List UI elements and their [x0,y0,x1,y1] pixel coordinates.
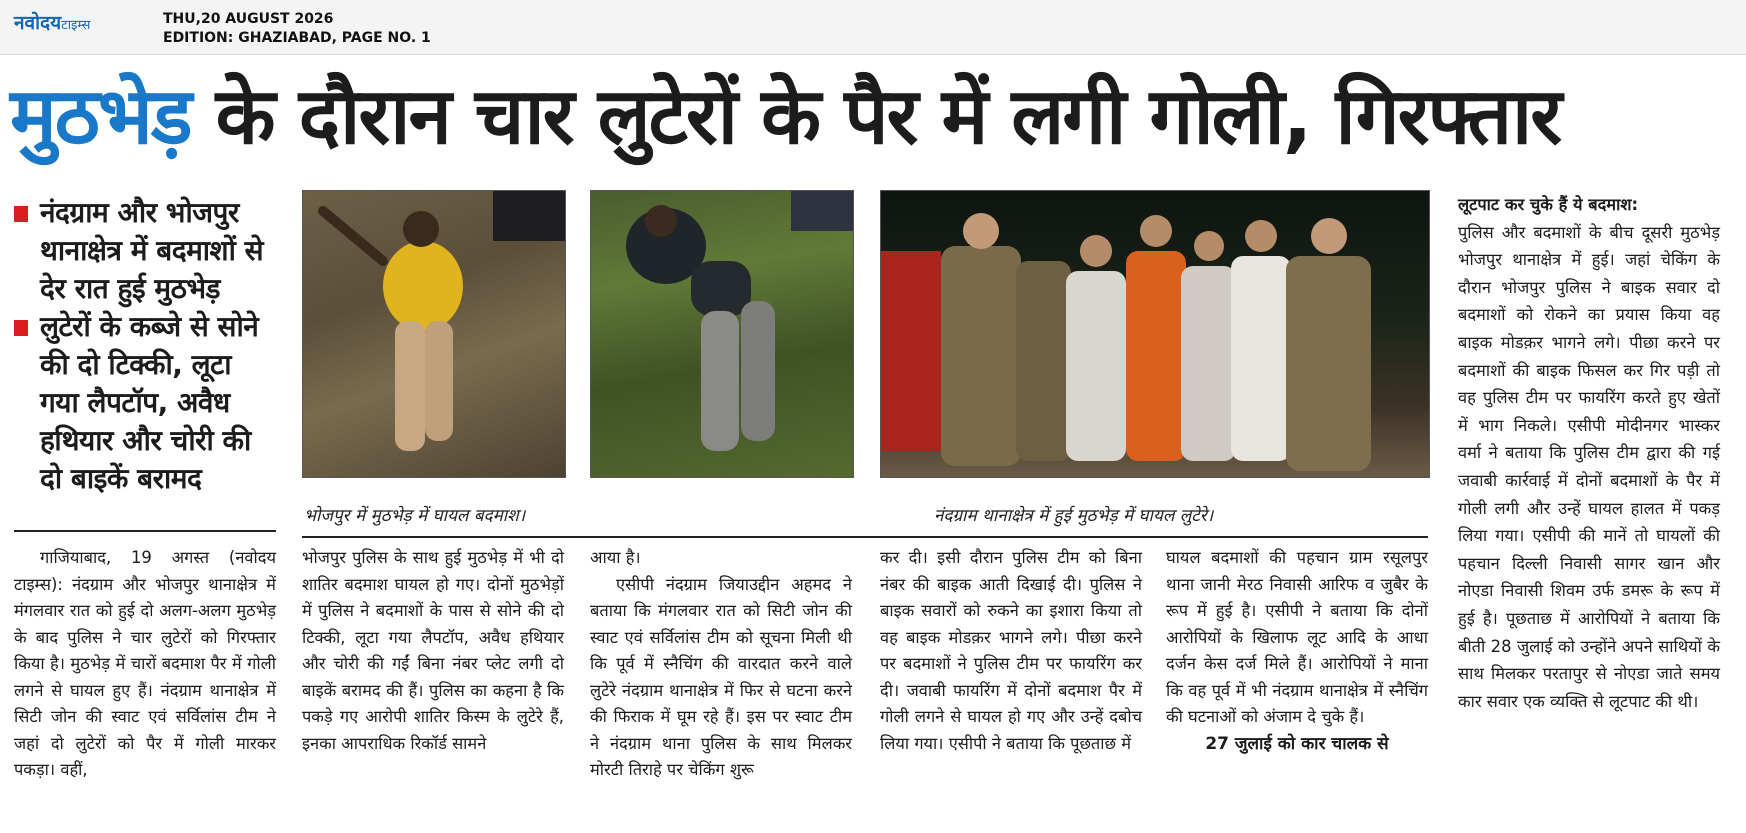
photo-police-with-arrested-criminals [880,190,1430,478]
photo-caption-left: भोजपुर में मुठभेड़ में घायल बदमाश। [304,506,526,526]
article-paragraph: पुलिस और बदमाशों के बीच दूसरी मुठभेड़ भोजपुर थानाक्षेत्र में हुई। जहां चेकिंग के दौरान भोजपुर पुलिस ने बाइक सवार दो बदमाशों को रोकने का प्रयास किया वह बाइक मोडक़र भागने लगे। पीछा करने पर बदमाशों की बाइक फिसल कर गिर पड़ी तो वह पुलिस टीम पर फायरिंग करते हुए खेतों में भाग निकले। एसीपी मोदीनगर भास्कर वर्मा ने बताया कि पुलिस टीम द्वारा की गई जवाबी कार्रवाई में दोनों बदमाशों के पैर में गोली लगी और उन्हें घायल हालत में पकड़ लिया गया। एसीपी की मानें तो घायलों की पहचान दिल्ली निवासी सागर खान और नोएडा निवासी शिवम उर्फ डमरू के रूप में हुई है। पूछताछ में आरोपियों ने बताया कि बीती 28 जुलाई को उन्होंने अपने साथियों के साथ मिलकर परतापुर से नोएडा जाते समय कार सवार एक व्यक्ति से लूटपाट की थी। [1458,222,1720,711]
article-column-2 [302,545,564,757]
article-paragraph: गाजियाबाद, 19 अगस्त (नवोदय टाइम्स): नंदग्राम और भोजपुर थानाक्षेत्र में मंगलवार रात को हुई दो अलग-अलग मुठभेड़ के बाद पुलिस ने चार लुटेरों को गिरफ्तार किया है। मुठभेड़ में चारों बदमाश पैर में गोली लगने से घायल हुए हैं। नंदग्राम थानाक्षेत्र में सिटी जोन की स्वाट एवं सर्विलांस टीम ने जहां दो लुटेरों को पैर में गोली मारकर पकड़ा। वहीं, [14,548,276,779]
article-column-1 [14,545,276,784]
newspaper-logo[interactable] [14,9,90,35]
headline-accent-word: मुठभेड़ [10,72,191,162]
edition-info [163,10,431,48]
highlight-item [14,308,276,498]
logo-suffix-text: टाइम्स [61,18,91,33]
highlight-text: लुटेरों के कब्जे से सोने की दो टिक्की, लूटा गया लैपटॉप, अवैध हथियार और चोरी की दो बाइकें बरामद [40,310,259,495]
highlights-divider [14,530,276,532]
story-highlights [14,194,276,498]
article-subheading: लूटपाट कर चुके हैं ये बदमाश: [1458,195,1639,214]
article-column-3 [590,545,852,784]
edition-page: EDITION: GHAZIABAD, PAGE NO. 1 [163,30,431,46]
article-paragraph: एसीपी नंदग्राम जियाउद्दीन अहमद ने बताया कि मंगलवार रात को सिटी जोन की स्वाट एवं सर्विलांस टीम को सूचना मिली थी कि पूर्व में स्नैचिंग की वारदात करने वाले लुटेरे नंदग्राम थानाक्षेत्र में फिर से घटना करने की फिराक में घूम रहे हैं। इस पर स्वाट टीम ने नंदग्राम थाना पुलिस के साथ मिलकर मोरटी तिराहे पर चेकिंग शुरू [590,574,852,779]
photo-caption-right: नंदग्राम थानाक्षेत्र में हुई मुठभेड़ में घायल लुटेरे। [934,506,1214,526]
article-column-4 [880,545,1142,757]
article-paragraph: कर दी। इसी दौरान पुलिस टीम को बिना नंबर की बाइक आती दिखाई दी। पुलिस ने बाइक सवारों को रुकने का इशारा किया तो वह बाइक मोडक़र भागने लगे। पीछा करने पर बदमाशों ने पुलिस टीम पर फायरिंग कर दी। जवाबी फायरिंग में दोनों बदमाश पैर में गोली लगने से घायल हो गए और उन्हें दबोच लिया गया। एसीपी ने बताया कि पूछताछ में [880,548,1142,753]
article-paragraph: आया है। [590,548,641,567]
red-square-bullet-icon [14,320,28,336]
article-column-5 [1166,545,1428,757]
article-column-6 [1458,191,1720,715]
logo-main-text: नवोदय [14,12,62,34]
article-paragraph: घायल बदमाशों की पहचान ग्राम रसूलपुर थाना जानी मेरठ निवासी आरिफ व जुबैर के रूप में हुई है। एसीपी ने बताया कि दोनों आरोपियों के खिलाफ लूट आदि के आधा दर्जन केस दर्ज मिले हैं। आरोपियों ने माना कि वह पूर्व में भी नंदग्राम थानाक्षेत्र में स्नैचिंग की घटनाओं को अंजाम दे चुके हैं। [1166,548,1428,726]
red-square-bullet-icon [14,206,28,222]
main-headline [10,62,1740,180]
edition-date: THU,20 AUGUST 2026 [163,11,334,27]
photo-injured-criminal-yellow-shirt [302,190,566,478]
highlight-item [14,194,276,308]
article-subheading: 27 जुलाई को कार चालक से [1205,733,1389,754]
photos-divider [302,536,1428,538]
article-paragraph: भोजपुर पुलिस के साथ हुई मुठभेड़ में भी दो शातिर बदमाश घायल हो गए। दोनों मुठभेड़ों में पुलिस ने बदमाशों के पास से सोने की दो टिक्की, लूटा गया लैपटॉप, अवैध हथियार और चोरी की गईं बिना नंबर प्लेट लगी दो बाइकें बरामद की हैं। पुलिस का कहना है कि पकड़े गए आरोपी शातिर किस्म के लुटेरे हैं, इनका आपराधिक रिकॉर्ड सामने [302,548,564,753]
highlight-text: नंदग्राम और भोजपुर थानाक्षेत्र में बदमाशों से देर रात हुई मुठभेड़ [40,196,264,305]
epaper-top-bar [0,0,1746,55]
headline-rest: के दौरान चार लुटेरों के पैर में लगी गोली, गिरफ्तार [190,72,1561,162]
photo-injured-criminal-black-shirt [590,190,854,478]
